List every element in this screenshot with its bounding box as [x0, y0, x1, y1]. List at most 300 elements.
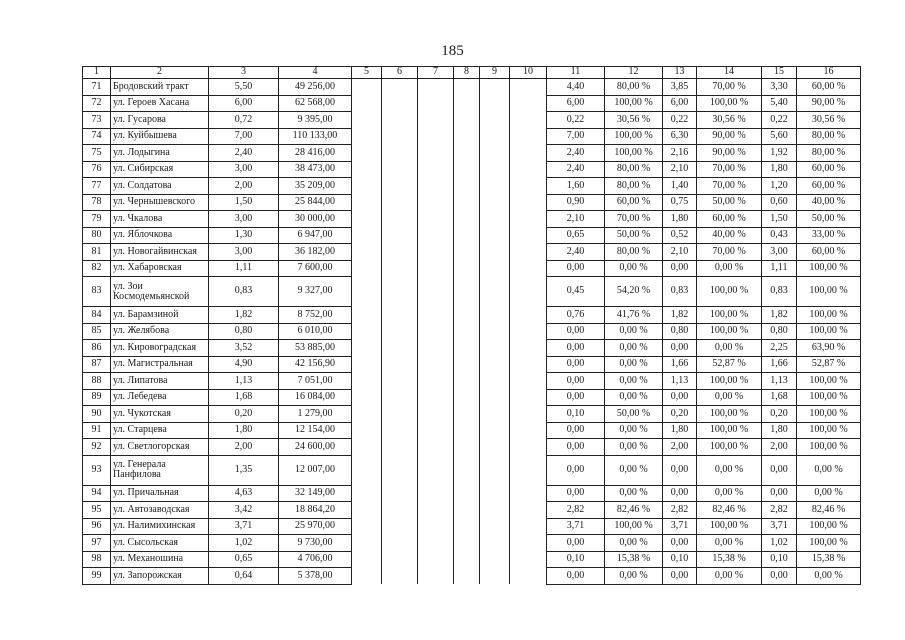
cell-c16: 0,00 %	[797, 485, 861, 502]
empty-cell	[382, 227, 418, 244]
cell-c15: 1,80	[762, 422, 797, 439]
empty-cell	[352, 439, 382, 456]
empty-cell	[418, 439, 454, 456]
cell-c4: 36 182,00	[279, 244, 352, 261]
cell-c16: 60,00 %	[797, 79, 861, 96]
table-row	[83, 406, 861, 423]
table-row	[83, 439, 861, 456]
cell-c4: 9 730,00	[279, 535, 352, 552]
cell-c16: 100,00 %	[797, 439, 861, 456]
cell-c15: 0,60	[762, 194, 797, 211]
empty-cell	[480, 178, 510, 195]
row-number: 92	[83, 439, 111, 456]
cell-c11: 0,45	[547, 277, 605, 307]
empty-cell	[454, 485, 480, 502]
empty-cell	[382, 145, 418, 162]
empty-cell	[418, 79, 454, 96]
empty-cell	[480, 439, 510, 456]
table-row	[83, 178, 861, 195]
empty-cell	[480, 422, 510, 439]
street-name: ул. Героев Хасана	[111, 95, 209, 112]
cell-c4: 25 844,00	[279, 194, 352, 211]
cell-c3: 1,02	[209, 535, 279, 552]
empty-cell	[454, 389, 480, 406]
cell-c16: 52,87 %	[797, 356, 861, 373]
cell-c3: 3,52	[209, 340, 279, 357]
cell-c15: 0,80	[762, 323, 797, 340]
empty-cell	[480, 485, 510, 502]
cell-c13: 0,10	[663, 551, 697, 568]
street-name: ул. Причальная	[111, 485, 209, 502]
cell-c16: 40,00 %	[797, 194, 861, 211]
cell-c14: 40,00 %	[697, 227, 762, 244]
cell-c11: 7,00	[547, 128, 605, 145]
empty-cell	[454, 568, 480, 585]
empty-cell	[510, 439, 547, 456]
cell-c12: 0,00 %	[605, 485, 663, 502]
table-row	[83, 340, 861, 357]
cell-c13: 3,71	[663, 518, 697, 535]
cell-c16: 60,00 %	[797, 178, 861, 195]
cell-c11: 0,00	[547, 485, 605, 502]
empty-cell	[480, 356, 510, 373]
empty-cell	[418, 277, 454, 307]
table-row	[83, 518, 861, 535]
empty-cell	[480, 323, 510, 340]
cell-c13: 2,10	[663, 161, 697, 178]
cell-c4: 30 000,00	[279, 211, 352, 228]
empty-cell	[454, 128, 480, 145]
empty-cell	[510, 518, 547, 535]
cell-c14: 50,00 %	[697, 194, 762, 211]
cell-c14: 70,00 %	[697, 178, 762, 195]
empty-cell	[454, 422, 480, 439]
cell-c16: 100,00 %	[797, 406, 861, 423]
cell-c12: 0,00 %	[605, 422, 663, 439]
column-header-2: 2	[111, 67, 209, 79]
cell-c13: 0,75	[663, 194, 697, 211]
cell-c16: 30,56 %	[797, 112, 861, 129]
cell-c4: 42 156,90	[279, 356, 352, 373]
street-name: ул. Кировоградская	[111, 340, 209, 357]
cell-c3: 0,64	[209, 568, 279, 585]
cell-c12: 0,00 %	[605, 340, 663, 357]
row-number: 73	[83, 112, 111, 129]
cell-c3: 3,00	[209, 161, 279, 178]
empty-cell	[510, 260, 547, 277]
cell-c14: 15,38 %	[697, 551, 762, 568]
table-row	[83, 79, 861, 96]
table-row	[83, 227, 861, 244]
cell-c15: 1,66	[762, 356, 797, 373]
empty-cell	[454, 161, 480, 178]
empty-cell	[480, 502, 510, 519]
cell-c14: 70,00 %	[697, 161, 762, 178]
cell-c14: 70,00 %	[697, 79, 762, 96]
cell-c14: 100,00 %	[697, 422, 762, 439]
table-row	[83, 112, 861, 129]
empty-cell	[352, 211, 382, 228]
cell-c11: 0,00	[547, 340, 605, 357]
empty-cell	[352, 406, 382, 423]
empty-cell	[418, 356, 454, 373]
cell-c3: 3,71	[209, 518, 279, 535]
empty-cell	[480, 194, 510, 211]
cell-c12: 0,00 %	[605, 373, 663, 390]
column-header-6: 6	[382, 67, 418, 79]
empty-cell	[510, 277, 547, 307]
cell-c11: 2,82	[547, 502, 605, 519]
cell-c4: 53 885,00	[279, 340, 352, 357]
cell-c3: 2,00	[209, 178, 279, 195]
cell-c13: 1,40	[663, 178, 697, 195]
empty-cell	[480, 518, 510, 535]
cell-c12: 80,00 %	[605, 161, 663, 178]
cell-c4: 12 007,00	[279, 455, 352, 485]
cell-c11: 0,10	[547, 551, 605, 568]
cell-c15: 0,00	[762, 455, 797, 485]
cell-c12: 70,00 %	[605, 211, 663, 228]
cell-c14: 100,00 %	[697, 307, 762, 324]
cell-c12: 0,00 %	[605, 439, 663, 456]
empty-cell	[418, 455, 454, 485]
empty-cell	[352, 128, 382, 145]
cell-c14: 90,00 %	[697, 128, 762, 145]
empty-cell	[480, 211, 510, 228]
cell-c4: 7 600,00	[279, 260, 352, 277]
column-header-9: 9	[480, 67, 510, 79]
cell-c11: 0,00	[547, 535, 605, 552]
row-number: 85	[83, 323, 111, 340]
empty-cell	[510, 551, 547, 568]
cell-c12: 0,00 %	[605, 389, 663, 406]
empty-cell	[510, 356, 547, 373]
cell-c16: 15,38 %	[797, 551, 861, 568]
cell-c15: 0,83	[762, 277, 797, 307]
table-row	[83, 551, 861, 568]
empty-cell	[352, 323, 382, 340]
empty-cell	[418, 323, 454, 340]
column-header-15: 15	[762, 67, 797, 79]
empty-cell	[510, 178, 547, 195]
cell-c15: 3,00	[762, 244, 797, 261]
cell-c3: 5,50	[209, 79, 279, 96]
street-name: ул. Механошина	[111, 551, 209, 568]
table-row	[83, 95, 861, 112]
cell-c14: 90,00 %	[697, 145, 762, 162]
table-row	[83, 307, 861, 324]
row-number: 99	[83, 568, 111, 585]
cell-c14: 100,00 %	[697, 406, 762, 423]
empty-cell	[510, 455, 547, 485]
cell-c16: 82,46 %	[797, 502, 861, 519]
cell-c14: 52,87 %	[697, 356, 762, 373]
empty-cell	[418, 194, 454, 211]
cell-c15: 1,92	[762, 145, 797, 162]
street-name: ул. Светлогорская	[111, 439, 209, 456]
cell-c15: 2,82	[762, 502, 797, 519]
cell-c16: 80,00 %	[797, 145, 861, 162]
row-number: 90	[83, 406, 111, 423]
empty-cell	[480, 535, 510, 552]
empty-cell	[480, 568, 510, 585]
empty-cell	[352, 244, 382, 261]
roads-table	[82, 66, 861, 585]
empty-cell	[454, 356, 480, 373]
empty-cell	[418, 422, 454, 439]
empty-cell	[352, 95, 382, 112]
row-number: 86	[83, 340, 111, 357]
cell-c11: 2,40	[547, 145, 605, 162]
table-row	[83, 128, 861, 145]
cell-c13: 3,85	[663, 79, 697, 96]
empty-cell	[480, 307, 510, 324]
row-number: 88	[83, 373, 111, 390]
table-row	[83, 422, 861, 439]
cell-c11: 0,90	[547, 194, 605, 211]
empty-cell	[352, 178, 382, 195]
empty-cell	[352, 79, 382, 96]
cell-c15: 2,25	[762, 340, 797, 357]
row-number: 97	[83, 535, 111, 552]
empty-cell	[418, 260, 454, 277]
empty-cell	[418, 551, 454, 568]
empty-cell	[480, 373, 510, 390]
empty-cell	[382, 323, 418, 340]
cell-c11: 0,00	[547, 373, 605, 390]
cell-c3: 4,90	[209, 356, 279, 373]
empty-cell	[510, 485, 547, 502]
cell-c3: 1,11	[209, 260, 279, 277]
street-name: ул. Чкалова	[111, 211, 209, 228]
empty-cell	[454, 455, 480, 485]
street-name: ул. Желябова	[111, 323, 209, 340]
empty-cell	[510, 422, 547, 439]
empty-cell	[352, 307, 382, 324]
empty-cell	[510, 227, 547, 244]
street-name: Бродовский тракт	[111, 79, 209, 96]
row-number: 75	[83, 145, 111, 162]
cell-c13: 1,80	[663, 422, 697, 439]
cell-c13: 2,10	[663, 244, 697, 261]
street-name: ул. Зои Космодемьянской	[111, 277, 209, 307]
empty-cell	[454, 211, 480, 228]
empty-cell	[480, 389, 510, 406]
empty-cell	[454, 194, 480, 211]
cell-c14: 100,00 %	[697, 277, 762, 307]
cell-c11: 0,65	[547, 227, 605, 244]
empty-cell	[454, 178, 480, 195]
cell-c4: 110 133,00	[279, 128, 352, 145]
cell-c15: 1,02	[762, 535, 797, 552]
street-name: ул. Генерала Панфилова	[111, 455, 209, 485]
empty-cell	[454, 307, 480, 324]
cell-c12: 82,46 %	[605, 502, 663, 519]
column-header-14: 14	[697, 67, 762, 79]
empty-cell	[382, 178, 418, 195]
empty-cell	[352, 535, 382, 552]
cell-c13: 0,00	[663, 389, 697, 406]
cell-c14: 60,00 %	[697, 211, 762, 228]
cell-c4: 4 706,00	[279, 551, 352, 568]
empty-cell	[454, 145, 480, 162]
cell-c15: 0,20	[762, 406, 797, 423]
table-row	[83, 373, 861, 390]
cell-c16: 33,00 %	[797, 227, 861, 244]
empty-cell	[480, 227, 510, 244]
cell-c4: 35 209,00	[279, 178, 352, 195]
cell-c15: 0,00	[762, 485, 797, 502]
empty-cell	[382, 128, 418, 145]
empty-cell	[510, 406, 547, 423]
empty-cell	[480, 95, 510, 112]
cell-c3: 1,68	[209, 389, 279, 406]
cell-c12: 54,20 %	[605, 277, 663, 307]
empty-cell	[510, 211, 547, 228]
cell-c16: 90,00 %	[797, 95, 861, 112]
cell-c13: 1,82	[663, 307, 697, 324]
empty-cell	[382, 535, 418, 552]
cell-c15: 1,80	[762, 161, 797, 178]
empty-cell	[418, 568, 454, 585]
cell-c12: 0,00 %	[605, 455, 663, 485]
cell-c14: 0,00 %	[697, 568, 762, 585]
empty-cell	[510, 112, 547, 129]
cell-c3: 7,00	[209, 128, 279, 145]
cell-c11: 0,00	[547, 455, 605, 485]
empty-cell	[510, 323, 547, 340]
cell-c11: 0,00	[547, 439, 605, 456]
cell-c16: 100,00 %	[797, 373, 861, 390]
cell-c15: 2,00	[762, 439, 797, 456]
empty-cell	[382, 79, 418, 96]
cell-c16: 60,00 %	[797, 161, 861, 178]
column-header-12: 12	[605, 67, 663, 79]
column-header-1: 1	[83, 67, 111, 79]
empty-cell	[418, 112, 454, 129]
cell-c11: 0,22	[547, 112, 605, 129]
empty-cell	[454, 277, 480, 307]
cell-c16: 0,00 %	[797, 568, 861, 585]
empty-cell	[382, 518, 418, 535]
empty-cell	[454, 112, 480, 129]
cell-c13: 0,00	[663, 568, 697, 585]
row-number: 81	[83, 244, 111, 261]
empty-cell	[352, 455, 382, 485]
cell-c13: 6,30	[663, 128, 697, 145]
cell-c14: 100,00 %	[697, 518, 762, 535]
empty-cell	[510, 373, 547, 390]
column-header-11: 11	[547, 67, 605, 79]
cell-c3: 3,00	[209, 244, 279, 261]
empty-cell	[510, 95, 547, 112]
cell-c3: 1,13	[209, 373, 279, 390]
cell-c13: 0,20	[663, 406, 697, 423]
cell-c16: 100,00 %	[797, 535, 861, 552]
cell-c13: 0,00	[663, 535, 697, 552]
table-row	[83, 194, 861, 211]
cell-c4: 28 416,00	[279, 145, 352, 162]
cell-c13: 1,80	[663, 211, 697, 228]
empty-cell	[454, 323, 480, 340]
empty-cell	[382, 455, 418, 485]
empty-cell	[480, 145, 510, 162]
column-header-10: 10	[510, 67, 547, 79]
cell-c16: 100,00 %	[797, 518, 861, 535]
cell-c16: 50,00 %	[797, 211, 861, 228]
cell-c14: 0,00 %	[697, 485, 762, 502]
cell-c16: 100,00 %	[797, 307, 861, 324]
empty-cell	[418, 145, 454, 162]
empty-cell	[418, 128, 454, 145]
street-name: ул. Новогайвинская	[111, 244, 209, 261]
cell-c13: 0,00	[663, 485, 697, 502]
cell-c3: 2,00	[209, 439, 279, 456]
empty-cell	[510, 502, 547, 519]
cell-c4: 25 970,00	[279, 518, 352, 535]
street-name: ул. Сибирская	[111, 161, 209, 178]
empty-cell	[454, 406, 480, 423]
cell-c15: 0,00	[762, 568, 797, 585]
table-row	[83, 568, 861, 585]
empty-cell	[454, 260, 480, 277]
cell-c12: 0,00 %	[605, 260, 663, 277]
row-number: 83	[83, 277, 111, 307]
cell-c4: 38 473,00	[279, 161, 352, 178]
cell-c12: 80,00 %	[605, 244, 663, 261]
cell-c16: 100,00 %	[797, 422, 861, 439]
street-name: ул. Старцева	[111, 422, 209, 439]
cell-c16: 60,00 %	[797, 244, 861, 261]
empty-cell	[382, 260, 418, 277]
cell-c12: 0,00 %	[605, 535, 663, 552]
empty-cell	[510, 307, 547, 324]
cell-c13: 1,66	[663, 356, 697, 373]
cell-c16: 63,90 %	[797, 340, 861, 357]
cell-c3: 1,50	[209, 194, 279, 211]
cell-c4: 1 279,00	[279, 406, 352, 423]
row-number: 72	[83, 95, 111, 112]
empty-cell	[480, 244, 510, 261]
cell-c14: 30,56 %	[697, 112, 762, 129]
cell-c4: 24 600,00	[279, 439, 352, 456]
empty-cell	[418, 535, 454, 552]
cell-c14: 0,00 %	[697, 389, 762, 406]
street-name: ул. Яблочкова	[111, 227, 209, 244]
empty-cell	[382, 439, 418, 456]
cell-c3: 6,00	[209, 95, 279, 112]
empty-cell	[382, 161, 418, 178]
row-number: 76	[83, 161, 111, 178]
empty-cell	[418, 95, 454, 112]
table-row	[83, 535, 861, 552]
table-row	[83, 277, 861, 307]
cell-c11: 1,60	[547, 178, 605, 195]
empty-cell	[480, 406, 510, 423]
column-header-16: 16	[797, 67, 861, 79]
empty-cell	[382, 568, 418, 585]
row-number: 77	[83, 178, 111, 195]
row-number: 94	[83, 485, 111, 502]
empty-cell	[382, 485, 418, 502]
empty-cell	[382, 389, 418, 406]
cell-c15: 1,13	[762, 373, 797, 390]
cell-c14: 70,00 %	[697, 244, 762, 261]
empty-cell	[510, 79, 547, 96]
empty-cell	[418, 485, 454, 502]
empty-cell	[382, 406, 418, 423]
cell-c4: 9 395,00	[279, 112, 352, 129]
